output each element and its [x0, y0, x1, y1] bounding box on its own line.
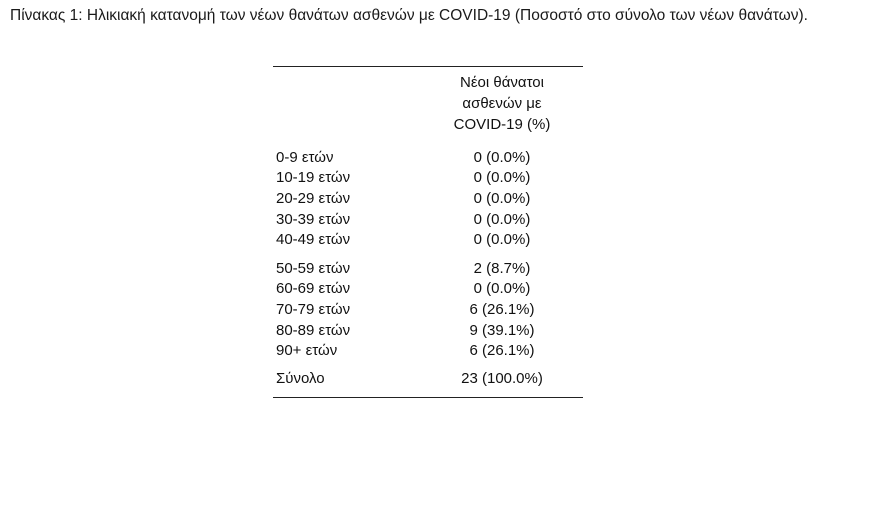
- age-group-label: 50-59 ετών: [276, 259, 351, 277]
- age-distribution-table: [273, 66, 583, 398]
- deaths-value: 0 (0.0%): [473, 210, 531, 228]
- deaths-value: 9 (39.1%): [469, 321, 535, 339]
- deaths-value: 0 (0.0%): [473, 189, 531, 207]
- deaths-value: 6 (26.1%): [469, 300, 535, 318]
- age-group-label: 80-89 ετών: [276, 321, 351, 339]
- table-body: [273, 147, 583, 391]
- table-row: [273, 279, 583, 300]
- age-group-label: 40-49 ετών: [276, 231, 351, 249]
- table-row: [273, 147, 583, 168]
- table-header: [273, 67, 583, 147]
- age-group-label: 90+ ετών: [276, 342, 338, 360]
- table-row: [273, 340, 583, 361]
- header-empty-cell: [273, 67, 421, 147]
- total-label: Σύνολο: [276, 370, 325, 388]
- deaths-value: 0 (0.0%): [473, 231, 531, 249]
- age-group-label: 70-79 ετών: [276, 300, 351, 318]
- age-group-label: 20-29 ετών: [276, 189, 351, 207]
- header-line-3: COVID-19 (%): [453, 116, 551, 133]
- age-group-label: 30-39 ετών: [276, 210, 351, 228]
- table-row: [273, 188, 583, 209]
- table-row: [273, 299, 583, 320]
- table-bottom-rule: [273, 397, 583, 398]
- table-row: [273, 209, 583, 230]
- table-row: [273, 258, 583, 279]
- deaths-value: 6 (26.1%): [469, 342, 535, 360]
- table-row: [273, 168, 583, 189]
- group-spacer: [273, 250, 583, 258]
- table-caption: Πίνακας 1: Ηλικιακή κατανομή των νέων θανάτων ασθενών με COVID-19 (Ποσοστό στο σύνολο των νέων θανάτων).: [10, 7, 808, 24]
- table-row: [273, 320, 583, 341]
- deaths-value: 0 (0.0%): [473, 280, 531, 298]
- header-line-2: ασθενών με: [462, 95, 542, 112]
- age-group-label: 0-9 ετών: [276, 148, 334, 166]
- table-row: [273, 229, 583, 250]
- total-value: 23 (100.0%): [461, 370, 543, 388]
- age-group-label: 10-19 ετών: [276, 169, 351, 187]
- deaths-value: 2 (8.7%): [473, 259, 531, 277]
- age-group-label: 60-69 ετών: [276, 280, 351, 298]
- deaths-value: 0 (0.0%): [473, 169, 531, 187]
- header-line-1: Νέοι θάνατοι: [460, 74, 544, 91]
- header-deaths-column: [421, 67, 583, 147]
- total-row: [273, 367, 583, 391]
- deaths-value: 0 (0.0%): [473, 148, 531, 166]
